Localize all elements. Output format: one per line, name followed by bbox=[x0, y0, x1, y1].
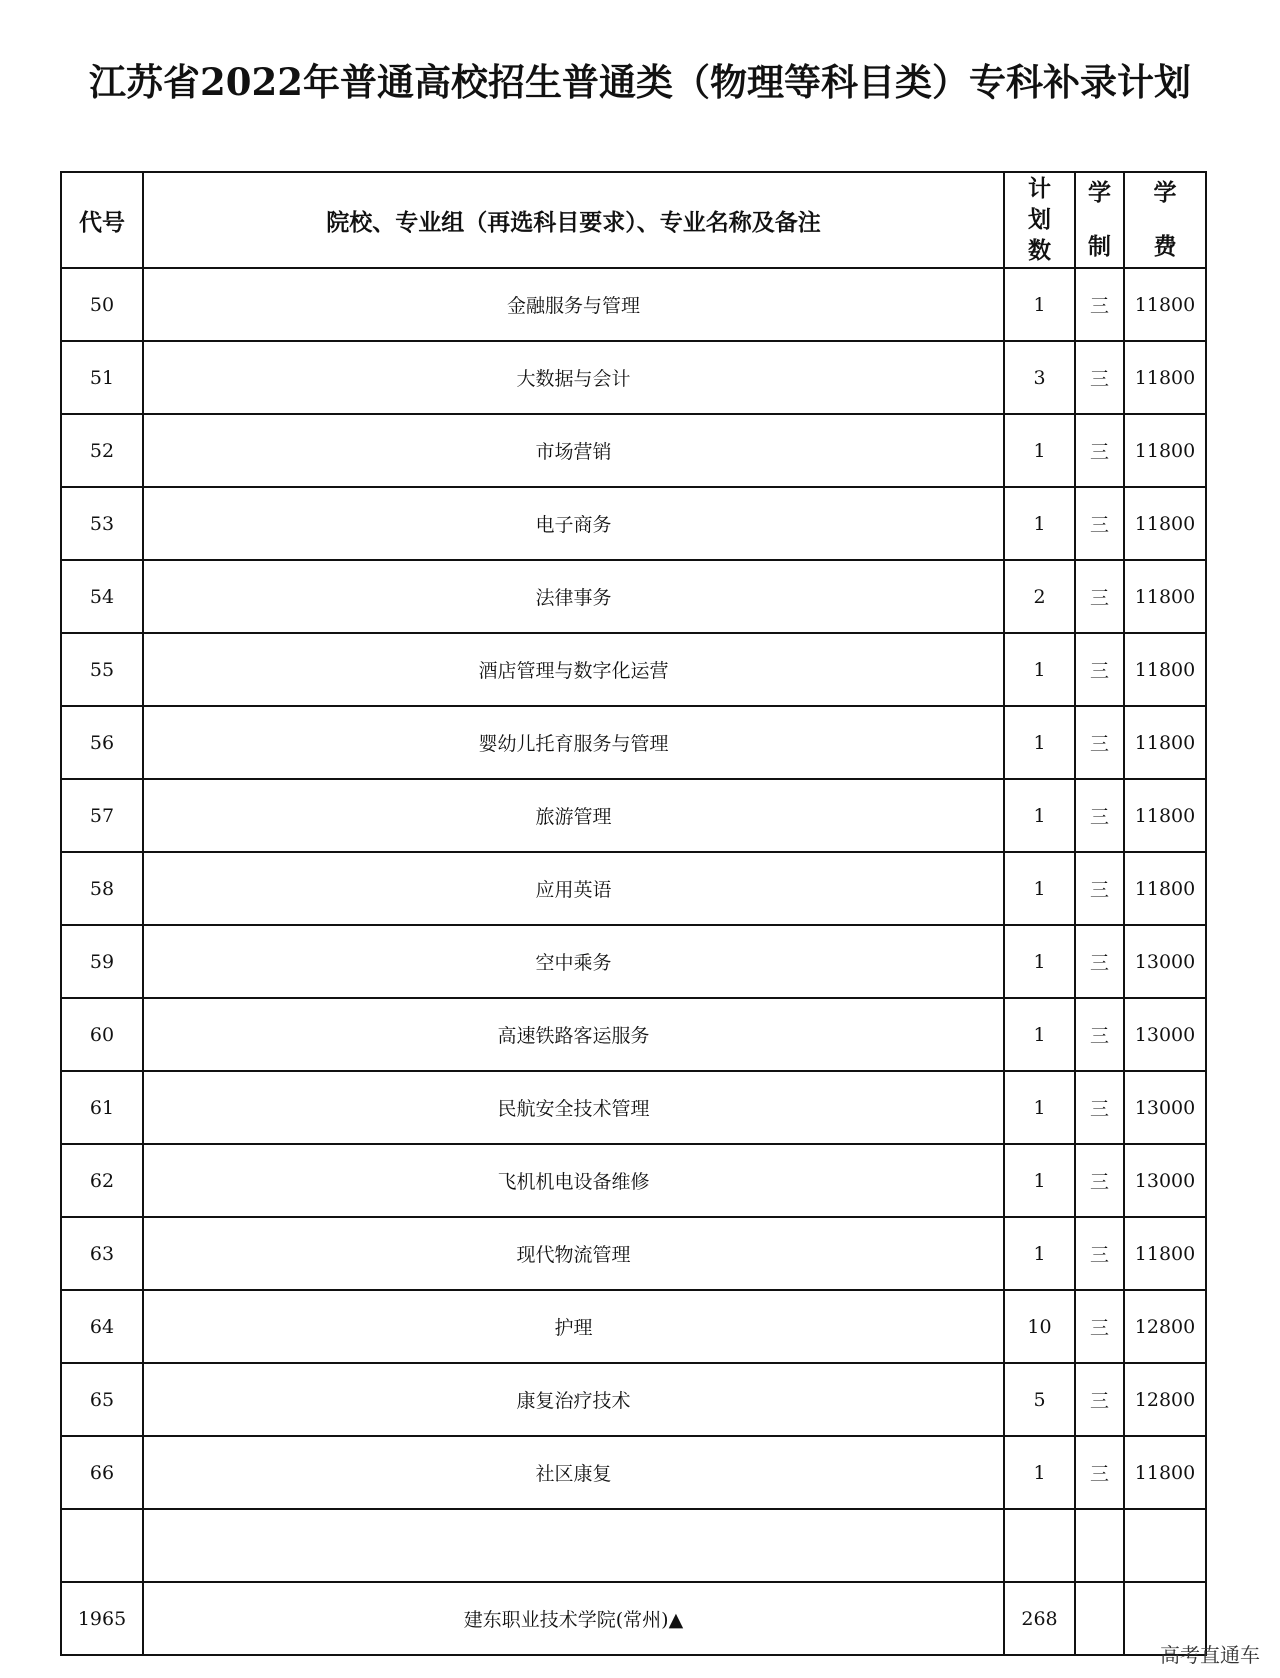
cell-fee: 13000 bbox=[1124, 998, 1206, 1071]
cell-fee: 12800 bbox=[1124, 1363, 1206, 1436]
cell-name: 康复治疗技术 bbox=[143, 1363, 1004, 1436]
table-row bbox=[61, 487, 1206, 560]
table-row bbox=[61, 1071, 1206, 1144]
table-row-school bbox=[61, 1582, 1206, 1655]
cell-plan: 5 bbox=[1004, 1363, 1075, 1436]
cell-plan: 1 bbox=[1004, 487, 1075, 560]
cell-name: 应用英语 bbox=[143, 852, 1004, 925]
watermark: 高考直通车 bbox=[1160, 1643, 1260, 1667]
cell-years: 三 bbox=[1075, 1217, 1124, 1290]
cell-code: 52 bbox=[61, 414, 143, 487]
cell-fee: 11800 bbox=[1124, 779, 1206, 852]
cell-name: 旅游管理 bbox=[143, 779, 1004, 852]
cell-fee: 13000 bbox=[1124, 1144, 1206, 1217]
table-row bbox=[61, 1217, 1206, 1290]
cell-years: 三 bbox=[1075, 1144, 1124, 1217]
cell-name: 民航安全技术管理 bbox=[143, 1071, 1004, 1144]
cell-years: 三 bbox=[1075, 706, 1124, 779]
cell-name: 飞机机电设备维修 bbox=[143, 1144, 1004, 1217]
cell-fee: 11800 bbox=[1124, 1217, 1206, 1290]
cell-code: 53 bbox=[61, 487, 143, 560]
header-years-char: 制 bbox=[1088, 233, 1111, 260]
cell-fee: 13000 bbox=[1124, 925, 1206, 998]
cell-code: 65 bbox=[61, 1363, 143, 1436]
cell-plan: 1 bbox=[1004, 1436, 1075, 1509]
cell-name: 市场营销 bbox=[143, 414, 1004, 487]
cell-code: 55 bbox=[61, 633, 143, 706]
table-row bbox=[61, 852, 1206, 925]
cell-years: 三 bbox=[1075, 1363, 1124, 1436]
cell-plan: 1 bbox=[1004, 268, 1075, 341]
cell-years: 三 bbox=[1075, 341, 1124, 414]
table-row-empty bbox=[61, 1509, 1206, 1582]
cell-name: 婴幼儿托育服务与管理 bbox=[143, 706, 1004, 779]
cell-code bbox=[61, 1509, 143, 1582]
cell-years bbox=[1075, 1582, 1124, 1655]
cell-name: 法律事务 bbox=[143, 560, 1004, 633]
cell-plan: 1 bbox=[1004, 1217, 1075, 1290]
cell-name: 护理 bbox=[143, 1290, 1004, 1363]
cell-fee: 12800 bbox=[1124, 1290, 1206, 1363]
header-plan-char: 计 bbox=[1028, 175, 1051, 202]
cell-code: 62 bbox=[61, 1144, 143, 1217]
cell-years: 三 bbox=[1075, 852, 1124, 925]
cell-fee: 11800 bbox=[1124, 487, 1206, 560]
cell-plan: 1 bbox=[1004, 852, 1075, 925]
cell-plan: 1 bbox=[1004, 779, 1075, 852]
header-fee-char: 费 bbox=[1153, 233, 1177, 260]
cell-fee: 13000 bbox=[1124, 1071, 1206, 1144]
cell-name: 酒店管理与数字化运营 bbox=[143, 633, 1004, 706]
cell-fee: 11800 bbox=[1124, 268, 1206, 341]
cell-plan: 1 bbox=[1004, 414, 1075, 487]
table-row bbox=[61, 1363, 1206, 1436]
cell-years: 三 bbox=[1075, 487, 1124, 560]
cell-fee: 11800 bbox=[1124, 706, 1206, 779]
cell-code: 64 bbox=[61, 1290, 143, 1363]
table-header-row bbox=[61, 172, 1206, 268]
cell-years: 三 bbox=[1075, 1436, 1124, 1509]
table-row bbox=[61, 560, 1206, 633]
cell-code: 58 bbox=[61, 852, 143, 925]
cell-plan: 1 bbox=[1004, 998, 1075, 1071]
cell-code: 1965 bbox=[61, 1582, 143, 1655]
cell-plan: 1 bbox=[1004, 1071, 1075, 1144]
cell-code: 56 bbox=[61, 706, 143, 779]
cell-years: 三 bbox=[1075, 560, 1124, 633]
cell-code: 60 bbox=[61, 998, 143, 1071]
header-years bbox=[1075, 172, 1124, 268]
cell-plan: 1 bbox=[1004, 925, 1075, 998]
cell-years bbox=[1075, 1509, 1124, 1582]
table-row bbox=[61, 1144, 1206, 1217]
table-row bbox=[61, 268, 1206, 341]
table-row bbox=[61, 633, 1206, 706]
cell-plan: 3 bbox=[1004, 341, 1075, 414]
cell-fee: 11800 bbox=[1124, 1436, 1206, 1509]
header-code: 代号 bbox=[61, 172, 143, 268]
cell-years: 三 bbox=[1075, 779, 1124, 852]
cell-code: 51 bbox=[61, 341, 143, 414]
cell-plan: 1 bbox=[1004, 706, 1075, 779]
header-plan bbox=[1004, 172, 1075, 268]
cell-fee: 11800 bbox=[1124, 341, 1206, 414]
cell-plan: 2 bbox=[1004, 560, 1075, 633]
cell-code: 63 bbox=[61, 1217, 143, 1290]
cell-code: 61 bbox=[61, 1071, 143, 1144]
cell-name: 金融服务与管理 bbox=[143, 268, 1004, 341]
cell-years: 三 bbox=[1075, 414, 1124, 487]
cell-years: 三 bbox=[1075, 1071, 1124, 1144]
header-name: 院校、专业组（再选科目要求）、专业名称及备注 bbox=[143, 172, 1004, 268]
table-row bbox=[61, 706, 1206, 779]
cell-fee bbox=[1124, 1509, 1206, 1582]
cell-code: 59 bbox=[61, 925, 143, 998]
header-fee bbox=[1124, 172, 1206, 268]
header-plan-char: 数 bbox=[1028, 237, 1051, 264]
cell-years: 三 bbox=[1075, 998, 1124, 1071]
cell-plan bbox=[1004, 1509, 1075, 1582]
cell-fee: 11800 bbox=[1124, 414, 1206, 487]
cell-plan: 10 bbox=[1004, 1290, 1075, 1363]
table-row bbox=[61, 925, 1206, 998]
cell-code: 50 bbox=[61, 268, 143, 341]
cell-name: 社区康复 bbox=[143, 1436, 1004, 1509]
cell-name: 大数据与会计 bbox=[143, 341, 1004, 414]
cell-name: 高速铁路客运服务 bbox=[143, 998, 1004, 1071]
cell-fee: 11800 bbox=[1124, 633, 1206, 706]
cell-years: 三 bbox=[1075, 633, 1124, 706]
cell-years: 三 bbox=[1075, 268, 1124, 341]
cell-code: 57 bbox=[61, 779, 143, 852]
table-row bbox=[61, 1436, 1206, 1509]
cell-plan: 1 bbox=[1004, 633, 1075, 706]
cell-name: 建东职业技术学院(常州)▲ bbox=[143, 1582, 1004, 1655]
header-years-char: 学 bbox=[1088, 179, 1111, 206]
cell-plan: 1 bbox=[1004, 1144, 1075, 1217]
cell-name: 现代物流管理 bbox=[143, 1217, 1004, 1290]
table-row bbox=[61, 414, 1206, 487]
cell-fee: 11800 bbox=[1124, 560, 1206, 633]
cell-name bbox=[143, 1509, 1004, 1582]
cell-years: 三 bbox=[1075, 1290, 1124, 1363]
cell-years: 三 bbox=[1075, 925, 1124, 998]
cell-plan: 268 bbox=[1004, 1582, 1075, 1655]
table-row bbox=[61, 1290, 1206, 1363]
cell-name: 电子商务 bbox=[143, 487, 1004, 560]
cell-fee: 11800 bbox=[1124, 852, 1206, 925]
header-fee-char: 学 bbox=[1153, 179, 1177, 206]
table-row bbox=[61, 779, 1206, 852]
enrollment-plan-table bbox=[60, 171, 1207, 1656]
header-plan-char: 划 bbox=[1028, 206, 1051, 233]
cell-code: 66 bbox=[61, 1436, 143, 1509]
cell-code: 54 bbox=[61, 560, 143, 633]
page-title: 江苏省2022年普通高校招生普通类（物理等科目类）专科补录计划 bbox=[89, 60, 1191, 104]
table-row bbox=[61, 341, 1206, 414]
cell-name: 空中乘务 bbox=[143, 925, 1004, 998]
table-row bbox=[61, 998, 1206, 1071]
